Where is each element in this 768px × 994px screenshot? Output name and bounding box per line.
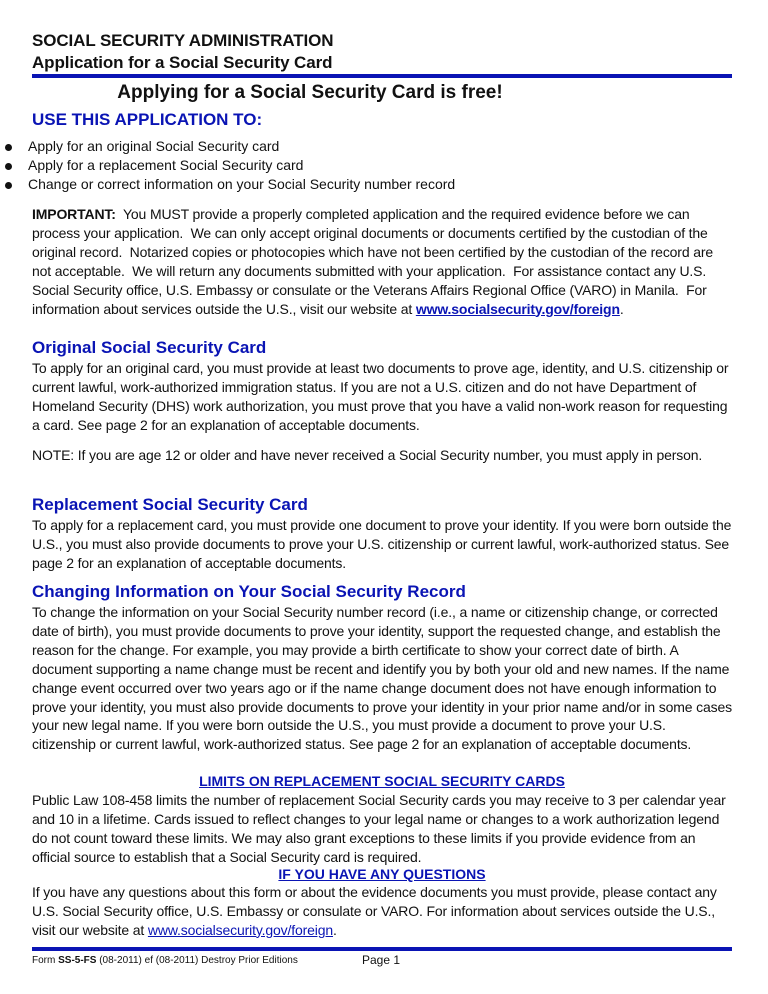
foreign-website-link-2[interactable]: www.socialsecurity.gov/foreign [147,921,334,938]
footer-divider [32,947,732,951]
form-title: Application for a Social Security Card [32,53,333,72]
header-divider [32,74,732,78]
limits-text: Public Law 108-458 limits the number of replacement Social Security cards you may receive to 3 per calendar year and 10 in a lifetime. Cards issued to reflect changes to your legal name or changes to a work authorization legend do not count toward these limits. We may also grant exceptions to these limits if you provide evidence from an official source to establish that a Social Security card is required. [32,792,726,865]
replacement-card-heading: Replacement Social Security Card [32,495,308,514]
replacement-card-text: To apply for a replacement card, you must provide one document to prove your identity. If you were born outside the U.S., you must also provide documents to prove your U.S. citizenship or current lawful, work-authorized status. See page 2 for an explanation of acceptable documents. [32,517,732,571]
agency-name: SOCIAL SECURITY ADMINISTRATION [32,31,334,50]
changing-info-text: To change the information on your Social Security number record (i.e., a name or citizenship change, or corrected date of birth), you must provide documents to prove your identity, support the requested change, and establish the reason for the change. For example, you may provide a birth certificate to show your correct date of birth. A document supporting a name change must be recent and identify you by both your old and new names. If the name change event occurred over two years ago or if the name change document does not have enough information to prove your identity, you must also provide documents to prove your identity in your prior name and/or in some cases your new legal name. If you were born outside the U.S., you must provide a document to prove your U.S. citizenship or current lawful, work-authorized status. See page 2 for an explanation of acceptable documents. [32,604,732,753]
use-list [5,137,455,194]
foreign-website-link[interactable]: www.socialsecurity.gov/foreign [415,300,620,317]
list-item: Apply for an original Social Security card [5,137,455,156]
original-card-text: To apply for an original card, you must provide at least two documents to prove age, identity, and U.S. citizenship or current lawful, work-authorized immigration status. If you are not a U.S. citizen and do not have Department of Homeland Security (DHS) work authorization, you must prove that you have a valid non-work reason for requesting a card. See page 2 for an explanation of acceptable documents. [32,360,729,433]
important-label: IMPORTANT: [32,206,116,222]
list-item: Change or correct information on your Social Security number record [5,175,455,194]
questions-heading: IF YOU HAVE ANY QUESTIONS [278,866,486,882]
original-card-note: NOTE: If you are age 12 or older and have never received a Social Security number, you must apply in person. [32,447,703,463]
bullet-icon [5,163,12,170]
important-notice: IMPORTANT: You MUST provide a properly completed application and the required evidence before we can process your application. We can only accept original documents or documents certified by the custodian of the original record. Notarized copies or photocopies which have not been certified by the custodian of the record are not acceptable. We will return any documents submitted with your application. For assistance contact any U.S. Social Security office, U.S. Embassy or consulate or the Veterans Affairs Regional Office (VARO) in Manila. For information about services outside the U.S., visit our website at www.socialsecurity.gov/foreign. [32,206,717,317]
free-notice: Applying for a Social Security Card is free! [117,82,503,103]
questions-text: If you have any questions about this form or about the evidence documents you must provide, please contact any U.S. Social Security office, U.S. Embassy or consulate or VARO. For information about services outside the U.S., visit our website at www.socialsecurity.gov/foreign. [32,884,717,938]
limits-heading: LIMITS ON REPLACEMENT SOCIAL SECURITY CARDS [199,773,565,789]
changing-info-heading: Changing Information on Your Social Security Record [32,582,466,601]
bullet-icon [5,144,12,151]
list-item: Apply for a replacement Social Security card [5,156,455,175]
form-identifier: Form SS-5-FS (08-2011) ef (08-2011) Destroy Prior Editions [32,955,298,966]
original-card-heading: Original Social Security Card [32,338,267,357]
page-number: Page 1 [362,953,401,967]
bullet-icon [5,182,12,189]
use-section-title: USE THIS APPLICATION TO: [32,110,263,129]
